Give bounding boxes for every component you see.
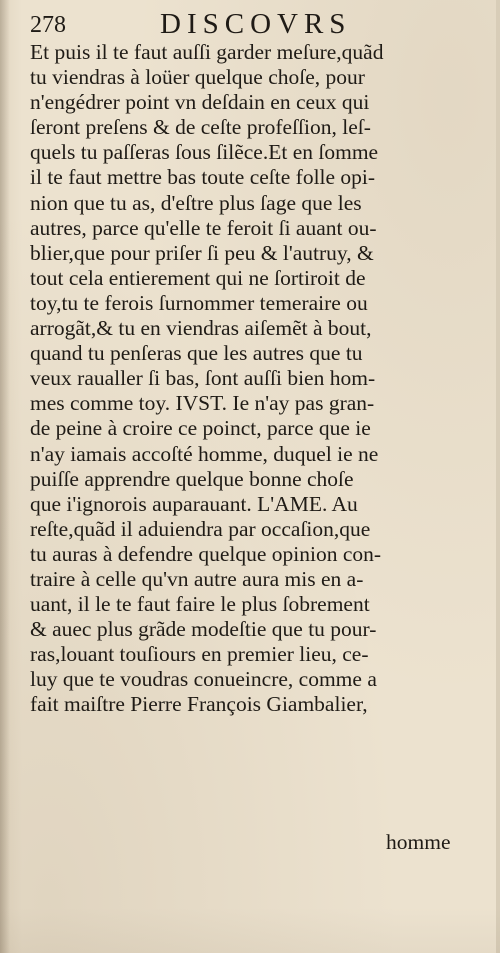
text-line: de peine à croire ce poinct, parce que ie [30,416,371,441]
text-line: mes comme toy. IVST. Ie n'ay pas gran- [30,391,375,416]
text-line: arrogãt,& tu en viendras aiſemẽt à bout, [30,316,372,341]
text-line: autres, parce qu'elle te feroit ſi auant ou- [30,215,377,240]
text-line: Et puis il te faut auſſi garder meſure,quãd [30,40,384,64]
text-line: il te faut mettre bas toute ceſte folle opi- [30,165,376,190]
text-line: quand tu penſeras que les autres que tu [30,341,363,366]
text-line: ras,louant touſiours en premier lieu, ce- [30,642,369,667]
text-line: reſte,quãd il aduiendra par occaſion,que [30,516,371,541]
text-line: tu auras à defendre quelque opinion con- [30,541,382,566]
text-line: nion que tu as, d'eſtre plus ſage que les [30,190,362,215]
text-line: traire à celle qu'vn autre aura mis en a- [30,566,364,591]
text-line: toy,tu te ferois ſurnommer temeraire ou [30,290,368,315]
text-line: tout cela entierement qui ne ſortiroit de [30,265,366,290]
page-number: 278 [30,12,66,38]
page-edge [496,0,500,953]
text-line: blier,que pour priſer ſi peu & l'autruy, & [30,240,374,265]
page-header [30,6,482,38]
text-line: fait maiſtre Pierre François Giambalier, [30,692,368,717]
text-line: uant, il le te faut faire le plus ſobrement [30,592,370,617]
bottom-margin [0,907,500,953]
text-line: quels tu paſſeras ſous ſilẽce.Et en ſomme [30,140,379,165]
text-line: tu viendras à loüer quelque choſe, pour [30,65,365,90]
body-text [30,40,490,718]
text-line: & auec plus grãde modeſtie que tu pour- [30,617,377,642]
text-line: que i'ignorois auparauant. L'AME. Au [30,491,358,516]
spine-shadow [0,0,10,953]
text-line: n'engédrer point vn deſdain en ceux qui [30,90,370,115]
text-line: puiſſe apprendre quelque bonne choſe [30,466,354,491]
catchword: homme [386,830,451,854]
text-line: ſeront preſens & de ceſte profeſſion, leſ- [30,115,371,140]
text-line: luy que te voudras conueincre, comme a [30,667,377,692]
text-line: n'ay iamais accoſté homme, duquel ie ne [30,441,379,466]
text-line: veux raualler ſi bas, ſont auſſi bien hom- [30,366,376,391]
running-head: DISCOVRS [160,8,352,40]
